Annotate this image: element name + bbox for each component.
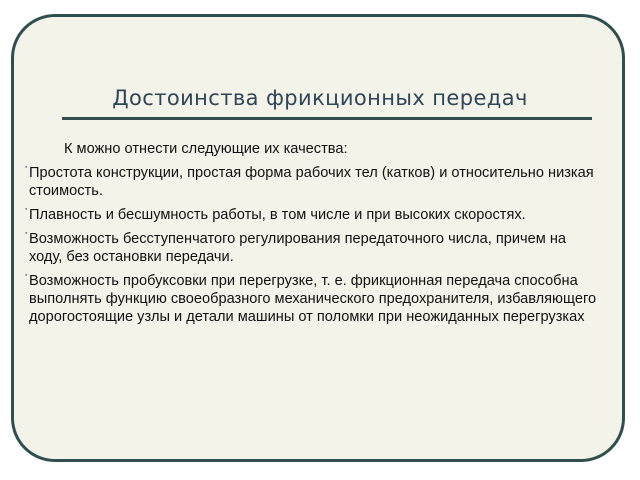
intro-text: К можно отнести следующие их качества: <box>64 141 348 157</box>
bullet-marker-icon: ▪ <box>25 272 28 279</box>
bullet-marker-icon: ▪ <box>25 230 28 237</box>
bullet-marker-icon: ▪ <box>25 164 28 171</box>
bullet-marker-icon: ▪ <box>25 206 28 213</box>
title-underline <box>62 117 592 120</box>
bullet-text: Плавность и бесшумность работы, в том числе и при высоких скоростях. <box>29 207 526 223</box>
bullet-text: Возможность бесступенчатого регулирования передаточного числа, причем на ходу, без остановки передачи. <box>29 231 567 265</box>
bullet-text: Простота конструкции, простая форма рабочих тел (катков) и относительно низкая стоимость. <box>29 165 594 199</box>
slide-body <box>25 140 599 332</box>
bullet-text: Возможность пробуксовки при перегрузке, т. е. фрикционная передача способна выполнять функцию своеобразного механического предохранителя, избавляющего дорогостоящие узлы и детали машины от поломки при неожиданных перегрузках <box>29 273 597 325</box>
bullet-item <box>25 164 599 200</box>
slide-title: Достоинства фрикционных передач <box>112 86 528 110</box>
bullet-item <box>25 206 599 224</box>
bullet-item <box>25 230 599 266</box>
bullet-item <box>25 272 599 326</box>
